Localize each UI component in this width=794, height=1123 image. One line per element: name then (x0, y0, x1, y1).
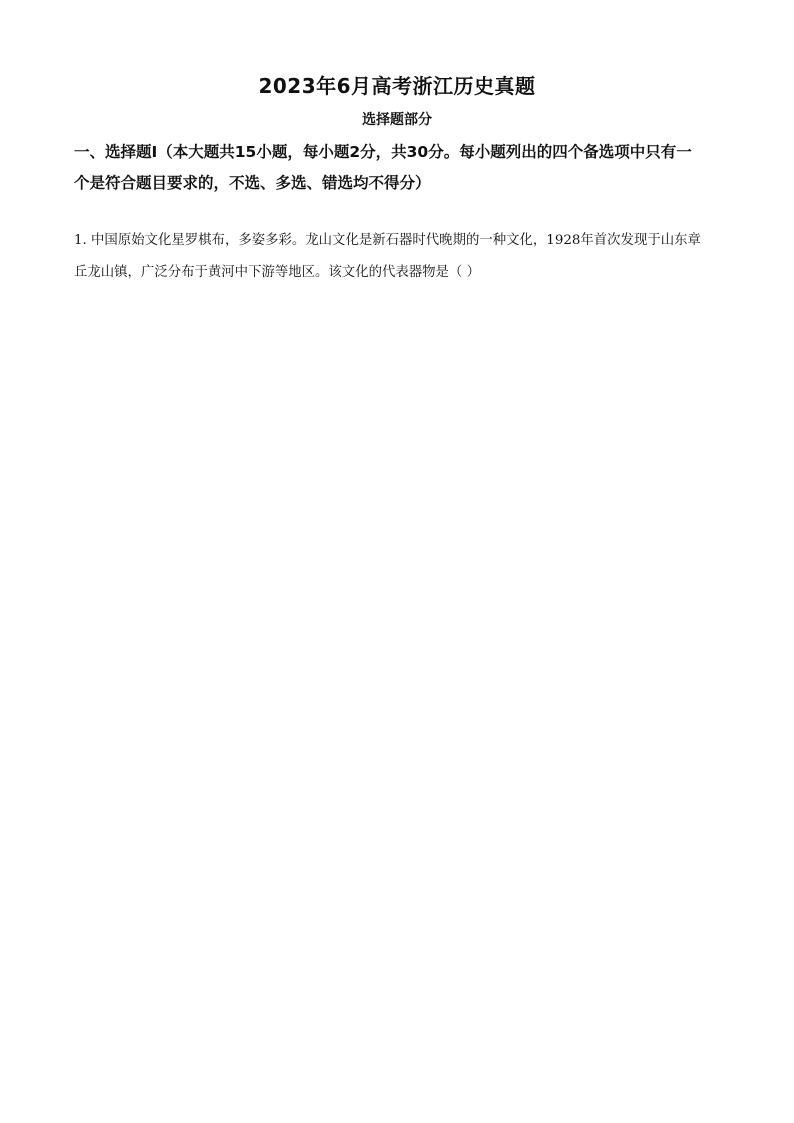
question-1-stem-line-1: 1. 中国原始文化星罗棋布，多姿多彩。龙山文化是新石器时代晚期的一种文化，1928年首次发现于山东章 (74, 233, 701, 248)
section-heading-line-1: 一、选择题Ⅰ（本大题共15小题，每小题2分，共30分。每小题列出的四个备选项中只有一 (74, 143, 692, 161)
page-title: 2023年6月高考浙江历史真题 (258, 74, 536, 98)
section-heading (74, 137, 724, 199)
question-1-stem-line-2: 丘龙山镇，广泛分布于黄河中下游等地区。该文化的代表器物是（ ） (74, 265, 480, 280)
section-subtitle: 选择题部分 (362, 112, 432, 128)
section-heading-line-2: 个是符合题目要求的，不选、多选、错选均不得分） (74, 174, 431, 192)
